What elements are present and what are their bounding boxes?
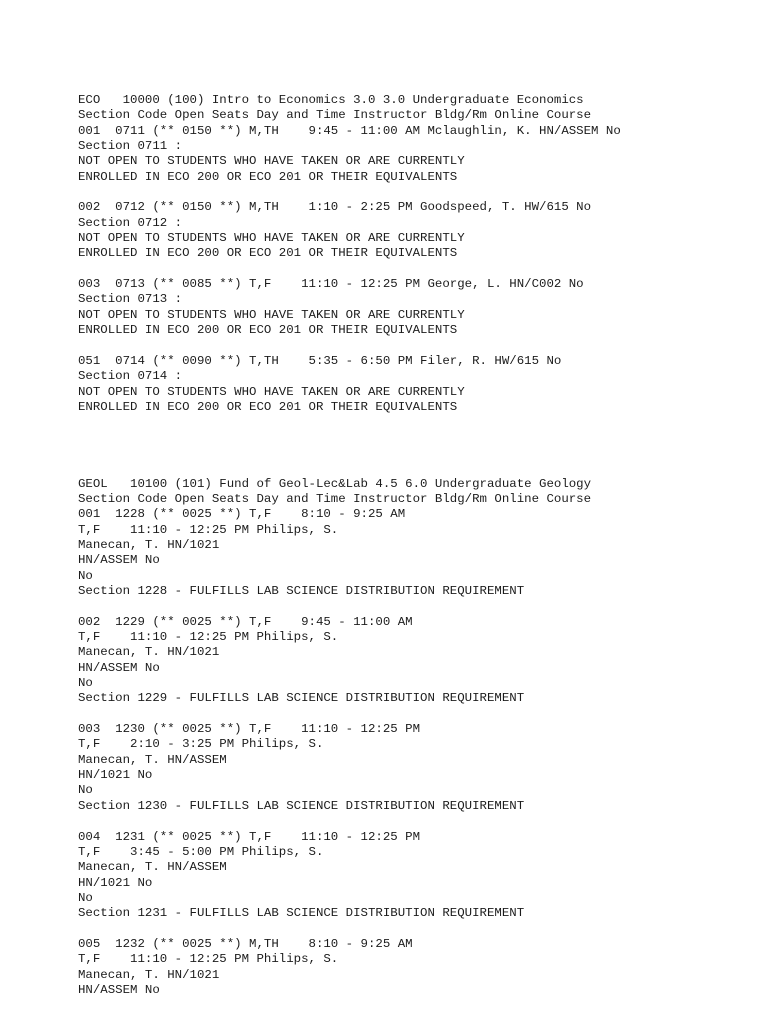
text-line: HN/ASSEM No	[78, 553, 160, 568]
text-line: Section 0714 :	[78, 369, 183, 384]
course-listing-document	[78, 93, 758, 998]
text-line: Section 1230 - FULFILLS LAB SCIENCE DISTRIBUTION REQUIREMENT	[78, 798, 525, 813]
text-line: No	[78, 568, 93, 583]
text-line: Manecan, T. HN/ASSEM	[78, 860, 227, 875]
text-line: No	[78, 783, 93, 798]
text-line: Manecan, T. HN/1021	[78, 967, 220, 982]
text-line	[78, 599, 758, 614]
text-line: Section 1229 - FULFILLS LAB SCIENCE DISTRIBUTION REQUIREMENT	[78, 691, 525, 706]
text-line: 051 0714 (** 0090 **) T,TH 5:35 - 6:50 PM Filer, R. HW/615 No	[78, 353, 562, 368]
text-line: ENROLLED IN ECO 200 OR ECO 201 OR THEIR EQUIVALENTS	[78, 169, 458, 184]
text-line: Section 0711 :	[78, 139, 183, 154]
text-line: T,F 2:10 - 3:25 PM Philips, S.	[78, 737, 324, 752]
text-line: Manecan, T. HN/1021	[78, 537, 220, 552]
text-line: T,F 11:10 - 12:25 PM Philips, S.	[78, 952, 339, 967]
text-line: Section Code Open Seats Day and Time Instructor Bldg/Rm Online Course	[78, 108, 592, 123]
text-line: 001 0711 (** 0150 **) M,TH 9:45 - 11:00 AM Mclaughlin, K. HN/ASSEM No	[78, 123, 621, 138]
text-line	[78, 339, 758, 354]
text-line: 003 0713 (** 0085 **) T,F 11:10 - 12:25 PM George, L. HN/C002 No	[78, 277, 584, 292]
text-line: ENROLLED IN ECO 200 OR ECO 201 OR THEIR EQUIVALENTS	[78, 399, 458, 414]
text-line: Section 0712 :	[78, 215, 183, 230]
text-line: HN/1021 No	[78, 768, 153, 783]
text-line: T,F 11:10 - 12:25 PM Philips, S.	[78, 522, 339, 537]
text-line: NOT OPEN TO STUDENTS WHO HAVE TAKEN OR ARE CURRENTLY	[78, 231, 465, 246]
text-line: NOT OPEN TO STUDENTS WHO HAVE TAKEN OR ARE CURRENTLY	[78, 384, 465, 399]
text-line: 002 0712 (** 0150 **) M,TH 1:10 - 2:25 PM Goodspeed, T. HW/615 No	[78, 200, 592, 215]
text-line: Section 1231 - FULFILLS LAB SCIENCE DISTRIBUTION REQUIREMENT	[78, 906, 525, 921]
text-line: Manecan, T. HN/ASSEM	[78, 752, 227, 767]
text-line: 001 1228 (** 0025 **) T,F 8:10 - 9:25 AM	[78, 507, 406, 522]
text-line	[78, 446, 758, 461]
text-line: GEOL 10100 (101) Fund of Geol-Lec&Lab 4.5 6.0 Undergraduate Geology	[78, 476, 592, 491]
text-line: 004 1231 (** 0025 **) T,F 11:10 - 12:25 PM	[78, 829, 421, 844]
text-line	[78, 262, 758, 277]
text-line	[78, 185, 758, 200]
text-line: No	[78, 676, 93, 691]
text-line	[78, 431, 758, 446]
text-line: T,F 11:10 - 12:25 PM Philips, S.	[78, 630, 339, 645]
text-line: 005 1232 (** 0025 **) M,TH 8:10 - 9:25 AM	[78, 936, 413, 951]
text-line: HN/ASSEM No	[78, 982, 160, 997]
text-line: ECO 10000 (100) Intro to Economics 3.0 3.0 Undergraduate Economics	[78, 93, 584, 107]
text-line	[78, 415, 758, 430]
text-line: HN/1021 No	[78, 875, 153, 890]
text-line: 003 1230 (** 0025 **) T,F 11:10 - 12:25 PM	[78, 722, 421, 737]
text-line: ENROLLED IN ECO 200 OR ECO 201 OR THEIR EQUIVALENTS	[78, 246, 458, 261]
text-line: Section 1228 - FULFILLS LAB SCIENCE DISTRIBUTION REQUIREMENT	[78, 584, 525, 598]
text-line	[78, 707, 758, 722]
text-line: 002 1229 (** 0025 **) T,F 9:45 - 11:00 AM	[78, 614, 413, 629]
text-line	[78, 922, 758, 937]
text-line: ENROLLED IN ECO 200 OR ECO 201 OR THEIR EQUIVALENTS	[78, 323, 458, 338]
text-line: T,F 3:45 - 5:00 PM Philips, S.	[78, 844, 324, 859]
text-line: HN/ASSEM No	[78, 660, 160, 675]
text-line: Section 0713 :	[78, 292, 183, 307]
text-line: No	[78, 890, 93, 905]
text-line	[78, 461, 758, 476]
text-line	[78, 814, 758, 829]
text-line: NOT OPEN TO STUDENTS WHO HAVE TAKEN OR ARE CURRENTLY	[78, 307, 465, 322]
text-line: NOT OPEN TO STUDENTS WHO HAVE TAKEN OR ARE CURRENTLY	[78, 154, 465, 169]
text-line: Manecan, T. HN/1021	[78, 645, 220, 660]
text-line: Section Code Open Seats Day and Time Instructor Bldg/Rm Online Course	[78, 491, 592, 506]
